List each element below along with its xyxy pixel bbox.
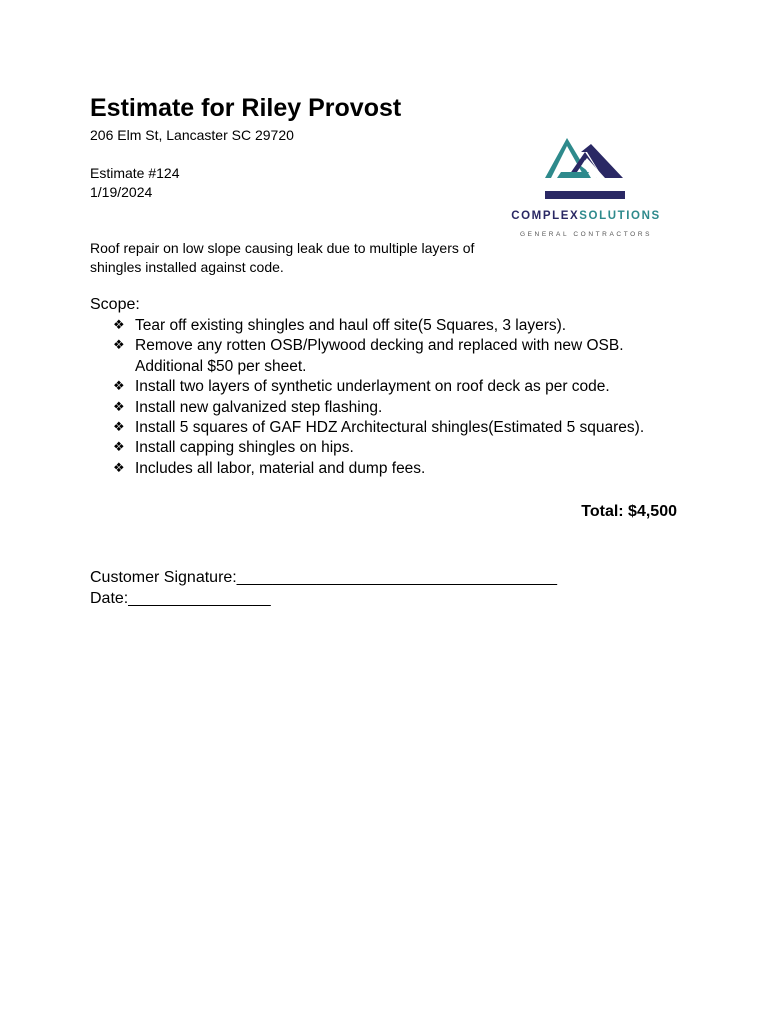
list-item: [113, 438, 673, 458]
roof-peaks-icon: [545, 138, 625, 200]
brand-secondary: SOLUTIONS: [579, 210, 661, 222]
customer-signature-line: Customer Signature:____________________________________: [90, 569, 558, 586]
list-item: [113, 459, 673, 479]
diamond-bullet-icon: ❖: [113, 460, 125, 476]
scope-item-text: Install new galvanized step flashing.: [135, 398, 383, 416]
list-item: [113, 336, 673, 377]
scope-item-text: Install 5 squares of GAF HDZ Architectural shingles(Estimated 5 squares).: [135, 419, 645, 437]
scope-item-text: Remove any rotten OSB/Plywood decking and replaced with new OSB. Additional $50 per sheet.: [135, 337, 624, 375]
diamond-bullet-icon: ❖: [113, 399, 125, 415]
list-item: [113, 418, 673, 438]
scope-item-text: Install capping shingles on hips.: [135, 439, 354, 457]
estimate-total: Total: $4,500: [581, 503, 677, 520]
estimate-number: Estimate #124: [90, 165, 180, 181]
job-description: Roof repair on low slope causing leak due to multiple layers of shingles installed against code.: [90, 240, 475, 275]
list-item: [113, 316, 673, 336]
scope-item-text: Tear off existing shingles and haul off site(5 Squares, 3 layers).: [135, 317, 567, 334]
diamond-bullet-icon: ❖: [113, 379, 125, 395]
estimate-date: 1/19/2024: [90, 184, 153, 200]
customer-address: 206 Elm St, Lancaster SC 29720: [90, 127, 294, 143]
document-title: Estimate for Riley Provost: [90, 94, 402, 122]
company-tagline: GENERAL CONTRACTORS: [519, 231, 653, 238]
scope-item-text: Install two layers of synthetic underlayment on roof deck as per code.: [135, 378, 610, 396]
scope-list: [113, 316, 673, 479]
diamond-bullet-icon: ❖: [113, 420, 125, 436]
list-item: [113, 377, 673, 397]
diamond-bullet-icon: ❖: [113, 440, 125, 456]
diamond-bullet-icon: ❖: [113, 338, 125, 354]
company-name: [505, 210, 667, 222]
scope-item-text: Includes all labor, material and dump fees.: [135, 459, 426, 477]
list-item: [113, 398, 673, 418]
brand-primary: COMPLEX: [511, 210, 580, 222]
scope-label: Scope:: [90, 296, 140, 313]
company-logo: [505, 138, 667, 242]
signature-date-line: Date:________________: [90, 590, 271, 607]
diamond-bullet-icon: ❖: [113, 318, 125, 333]
